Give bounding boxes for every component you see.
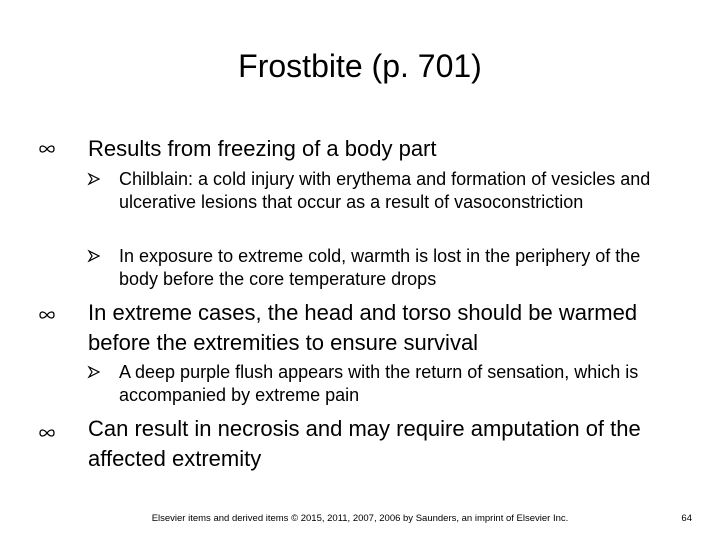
sub-bullet-text: A deep purple flush appears with the return of sensation, which is accompanied by extreme pain (119, 362, 639, 405)
arrowhead-bullet-icon (87, 365, 101, 379)
infinity-bullet-icon (36, 422, 58, 444)
copyright-footer: Elsevier items and derived items © 2015, 2011, 2007, 2006 by Saunders, an imprint of Elsevier Inc. (151, 513, 569, 524)
arrowhead-bullet-icon (87, 249, 101, 263)
sub-bullet-text: Chilblain: a cold injury with erythema and formation of vesicles and ulcerative lesions that occur as a result of vasoconstriction (119, 169, 651, 212)
bullet-text: Results from freezing of a body part (88, 136, 437, 161)
infinity-bullet-icon (36, 304, 58, 326)
slide-title: Frostbite (p. 701) (238, 48, 482, 84)
page-number: 64 (681, 513, 692, 524)
bullet-text: Can result in necrosis and may require amputation of the affected extremity (88, 416, 641, 471)
infinity-bullet-icon (36, 138, 58, 160)
arrowhead-bullet-icon (87, 172, 101, 186)
sub-bullet-text: In exposure to extreme cold, warmth is lost in the periphery of the body before the core temperature drops (119, 246, 641, 289)
bullet-text: In extreme cases, the head and torso should be warmed before the extremities to ensure survival (88, 300, 638, 355)
